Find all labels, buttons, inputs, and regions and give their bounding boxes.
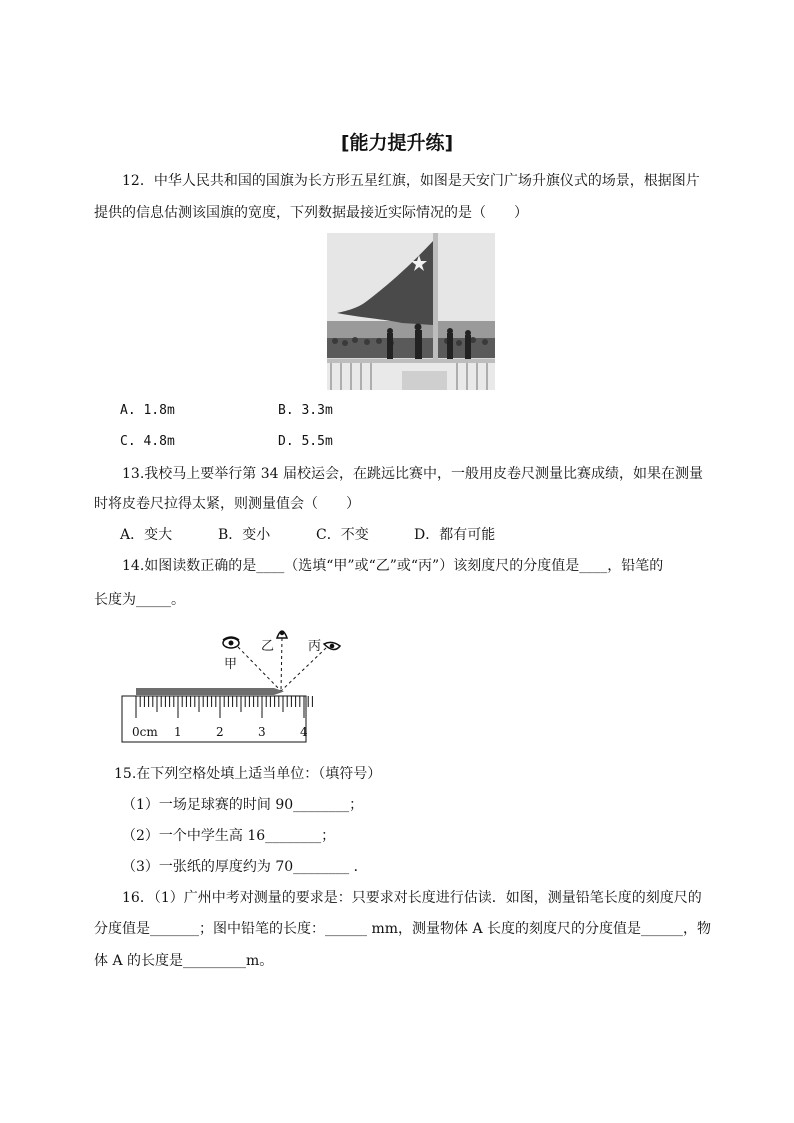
q15-item3: （3）一张纸的厚度约为 70________ ． bbox=[122, 859, 368, 875]
q15-item2: （2）一个中学生高 16________； bbox=[122, 828, 336, 844]
pencil bbox=[136, 688, 274, 695]
eye-label-jia: 甲 bbox=[224, 657, 238, 672]
q15-item1: （1）一场足球赛的时间 90________； bbox=[122, 797, 364, 813]
ruler-label: 1 bbox=[174, 725, 182, 739]
ruler-figure bbox=[118, 620, 348, 750]
q12-option-b: B. 3.3m bbox=[278, 403, 333, 418]
eye-yi-icon bbox=[277, 631, 287, 638]
q16-line1: 16．（1）广州中考对测量的要求是：只要求对长度进行估读．如图，测量铅笔长度的刻度尺的 bbox=[122, 890, 702, 906]
flag-raising-photo bbox=[327, 233, 495, 390]
q12-option-c: C. 4.8m bbox=[120, 434, 175, 449]
q13-line1: 13.我校马上要举行第 34 届校运会，在跳远比赛中，一般用皮卷尺测量比赛成绩，如果在测量 bbox=[122, 466, 703, 482]
q16-line3: 体 A 的长度是_________m。 bbox=[94, 953, 274, 969]
q13-option-b: B．变小 bbox=[218, 527, 271, 543]
q12-line2: 提供的信息估测该国旗的宽度，下列数据最接近实际情况的是（ ） bbox=[94, 205, 528, 221]
q12-option-d: D. 5.5m bbox=[278, 434, 333, 449]
q12-option-a: A. 1.8m bbox=[120, 403, 175, 418]
q13-option-c: C．不变 bbox=[316, 527, 369, 543]
eye-bing-icon bbox=[324, 642, 340, 649]
q12-line1: 12．中华人民共和国的国旗为长方形五星红旗，如图是天安门广场升旗仪式的场景，根据图片 bbox=[122, 173, 700, 189]
ruler-label: 4 bbox=[300, 725, 308, 739]
eye-jia-icon bbox=[223, 637, 239, 648]
q13-option-a: A．变大 bbox=[120, 527, 173, 543]
eye-label-yi: 乙 bbox=[261, 639, 275, 654]
eye-label-bing: 丙 bbox=[308, 639, 322, 654]
ruler-label: 2 bbox=[216, 725, 224, 739]
ruler-label: 0cm bbox=[132, 725, 158, 739]
q14-line1: 14.如图读数正确的是____（选填“甲”或“乙”或“丙”）该刻度尺的分度值是____，铅笔的 bbox=[122, 558, 664, 574]
q16-line2: 分度值是_______；图中铅笔的长度：______ mm，测量物体 A 长度的刻度尺的分度值是______，物 bbox=[94, 921, 712, 937]
q13-option-d: D．都有可能 bbox=[414, 527, 496, 543]
section-title: [能力提升练] bbox=[340, 132, 454, 154]
q15-line1: 15.在下列空格处填上适当单位：（填符号） bbox=[114, 766, 382, 782]
ruler-label: 3 bbox=[258, 725, 266, 739]
q13-line2: 时将皮卷尺拉得太紧，则测量值会（ ） bbox=[94, 496, 360, 512]
q14-line2: 长度为_____。 bbox=[94, 592, 185, 608]
